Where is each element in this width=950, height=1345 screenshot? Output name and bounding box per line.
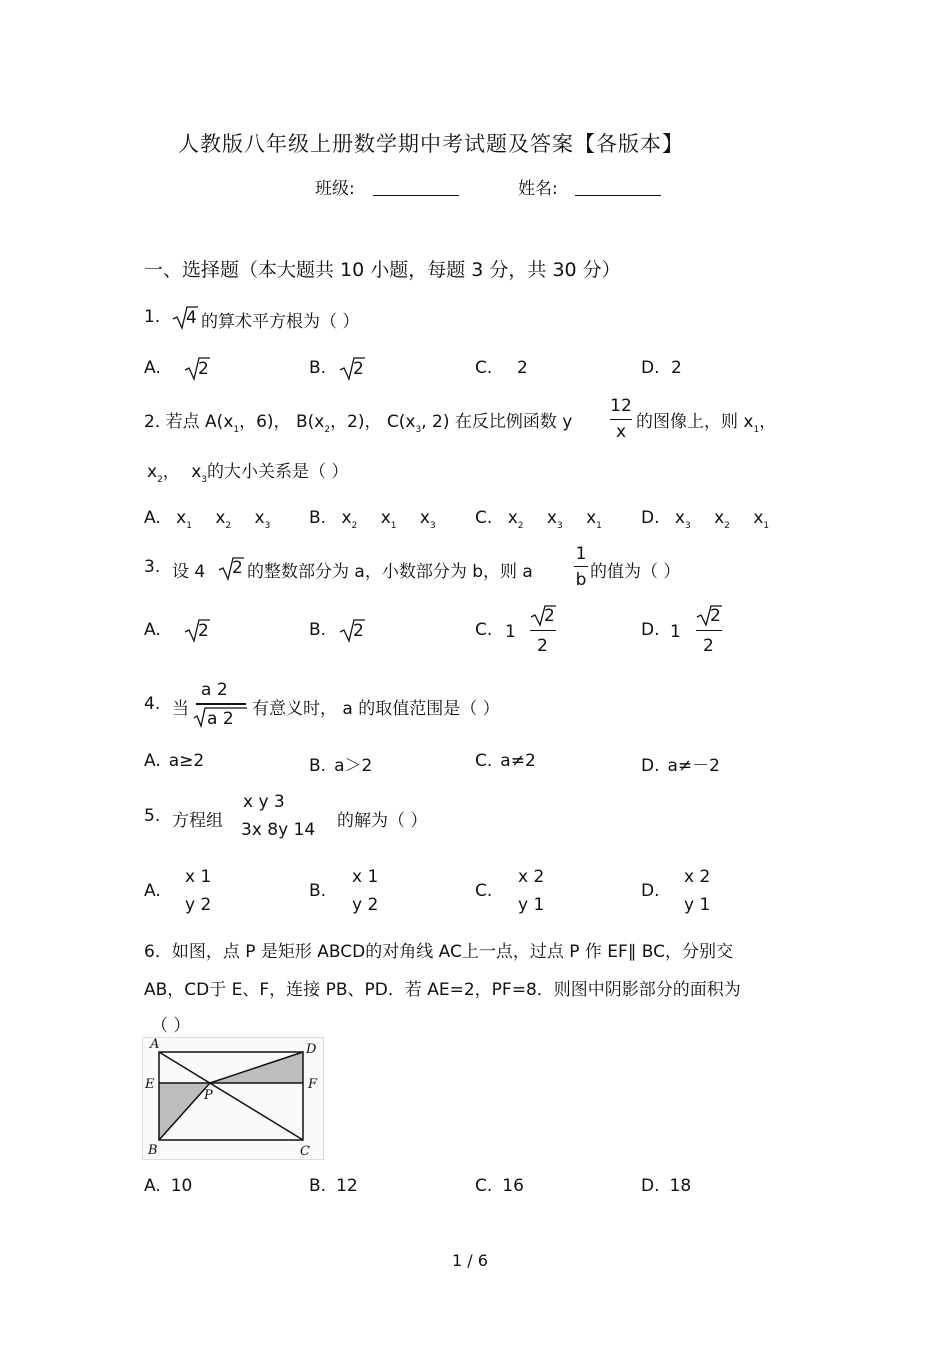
label-e: E <box>145 1077 155 1092</box>
q2-subscript: 3 <box>264 521 271 531</box>
class-label: 班级: <box>315 179 355 199</box>
q4-option-b <box>309 751 372 776</box>
q1-option-a-value: 2 <box>198 359 209 379</box>
q2-subscript: 1 <box>233 425 240 435</box>
q2-subscript: 3 <box>429 521 436 531</box>
option-value: a≥2 <box>168 751 205 771</box>
q5-option-b-l1: x 1 <box>352 867 379 887</box>
q5-text-2: 的解为（ ） <box>337 811 428 831</box>
q4-text-2: 有意义时， a 的取值范围是（ ） <box>252 699 500 719</box>
fraction-bar <box>696 630 722 631</box>
label-c: C <box>300 1144 310 1159</box>
q2-frac-den: x <box>615 422 627 442</box>
q2-var: x <box>380 508 391 528</box>
q6-line3: （ ） <box>151 1016 191 1036</box>
q3-text-1: 设 4 <box>172 562 206 582</box>
q2-subscript: 3 <box>415 425 422 435</box>
fraction-bar <box>610 419 632 420</box>
q6-line1: 6．如图，点 P 是矩形 ABCD的对角线 AC上一点，过点 P 作 EF∥ BC，分别交 <box>144 942 733 962</box>
q4-frac-den: a 2 <box>207 709 234 729</box>
q2-var: x <box>147 462 158 482</box>
q5-number: 5. <box>144 806 161 826</box>
option-label: A. <box>144 508 161 528</box>
option-label: D. <box>641 508 660 528</box>
q2-subscript: 1 <box>596 521 602 531</box>
option-label: B. <box>309 756 327 776</box>
q2-text: ， <box>162 462 180 482</box>
q2-var: x <box>191 462 202 482</box>
q2-option-d <box>641 508 770 531</box>
q3-option-d-den: 2 <box>703 636 714 656</box>
q2-text: ，6)， B( <box>239 412 315 432</box>
q5-option-a-l1: x 1 <box>185 867 212 887</box>
q1-option-a-label: A. <box>144 358 161 378</box>
option-value: 10 <box>170 1176 193 1196</box>
page-number: 1 / 6 <box>452 1251 488 1270</box>
q2-var: x <box>215 508 226 528</box>
q3-option-b-value: 2 <box>353 621 364 641</box>
q2-text: 的图像上，则 x <box>636 412 754 432</box>
option-value: 18 <box>669 1176 692 1196</box>
q2-var: x <box>254 508 265 528</box>
q6-option-d <box>641 1176 691 1196</box>
label-d: D <box>306 1042 317 1057</box>
label-a: A <box>150 1037 160 1052</box>
option-value: 16 <box>502 1176 524 1196</box>
q2-subscript: 3 <box>556 521 563 531</box>
fraction-bar <box>530 630 556 631</box>
q3-radicand: 2 <box>232 558 243 578</box>
q4-option-d <box>641 751 720 776</box>
q1-radicand: 4 <box>186 308 197 328</box>
q2-text: , 2) 在反比例函数 y <box>421 412 573 432</box>
q4-text-1: 当 <box>172 699 189 719</box>
q2-var: x <box>341 508 352 528</box>
q2-text: ， <box>759 412 777 432</box>
option-label: D. <box>641 1176 660 1196</box>
option-label: A. <box>144 1176 161 1196</box>
q5-option-d-l1: x 2 <box>684 867 711 887</box>
q2-option-a <box>144 508 271 531</box>
q2-subscript: 1 <box>763 521 770 531</box>
q2-var: x <box>674 508 685 528</box>
q3-number: 3. <box>144 557 161 577</box>
q3-frac-num: 1 <box>575 544 587 564</box>
option-value: a＞2 <box>334 756 373 776</box>
q2-subscript: 1 <box>753 425 760 435</box>
q5-option-c-l2: y 1 <box>518 895 545 915</box>
q1-number: 1. <box>144 307 161 327</box>
q6-option-a <box>144 1176 192 1196</box>
class-blank <box>373 195 459 196</box>
option-label: B. <box>309 508 327 528</box>
q5-eq1: x y 3 <box>243 792 285 812</box>
rectangle-figure <box>142 1037 326 1161</box>
option-value: a≠－2 <box>667 756 720 776</box>
option-label: C. <box>475 508 493 528</box>
option-value: a≠2 <box>500 751 536 771</box>
q4-frac-num: a 2 <box>201 680 228 700</box>
q3-option-d-rad: 2 <box>710 606 721 626</box>
q3-text-3: 的值为（ ） <box>590 562 681 582</box>
fraction-bar <box>574 566 588 567</box>
name-blank <box>575 195 661 196</box>
label-b: B <box>148 1143 158 1158</box>
q2-var: x <box>586 508 597 528</box>
q2-subscript: 3 <box>201 475 207 485</box>
q2-stem-line1 <box>144 407 573 435</box>
page-title: 人教版八年级上册数学期中考试题及答案【各版本】 <box>178 132 684 156</box>
q1-option-c-value: 2 <box>517 358 528 378</box>
option-label: C. <box>475 1176 493 1196</box>
q3-option-c-label: C. <box>475 620 493 640</box>
q5-option-c-label: C. <box>475 881 493 901</box>
q4-option-a <box>144 751 204 771</box>
q2-subscript: 2 <box>157 475 163 485</box>
q2-option-b <box>309 508 436 531</box>
q2-frac-num: 12 <box>610 396 632 416</box>
q3-option-c-den: 2 <box>537 636 548 656</box>
q2-var: x <box>546 508 557 528</box>
q2-var: x <box>314 412 325 432</box>
q2-subscript: 1 <box>186 521 192 531</box>
q2-stem-tail <box>636 407 777 435</box>
option-label: B. <box>309 1176 327 1196</box>
q2-subscript: 2 <box>225 521 232 531</box>
q2-subscript: 2 <box>517 521 524 531</box>
q1-stem: 的算术平方根为（ ） <box>201 312 360 332</box>
q2-var: x <box>753 508 764 528</box>
q2-subscript: 2 <box>324 425 331 435</box>
q5-text-1: 方程组 <box>172 811 223 831</box>
q3-option-c-one: 1 <box>505 622 516 642</box>
q6-option-b <box>309 1176 358 1196</box>
q6-option-c <box>475 1176 524 1196</box>
q2-subscript: 3 <box>684 521 691 531</box>
q2-var: x <box>419 508 430 528</box>
q2-number: 2. <box>144 412 161 432</box>
q2-var: x <box>223 412 234 432</box>
q5-option-a-label: A. <box>144 881 161 901</box>
q3-frac-den: b <box>575 570 587 590</box>
name-label: 姓名: <box>518 179 558 199</box>
q5-option-b-label: B. <box>309 881 327 901</box>
option-label: A. <box>144 751 161 771</box>
q3-text-2: 的整数部分为 a，小数部分为 b，则 a <box>247 562 533 582</box>
q2-subscript: 2 <box>724 521 730 531</box>
q1-option-b-label: B. <box>309 358 327 378</box>
q3-option-a-value: 2 <box>198 621 209 641</box>
q2-text: 的大小关系是（ ） <box>207 462 349 482</box>
q5-option-d-label: D. <box>641 881 660 901</box>
q5-eq2: 3x 8y 14 <box>241 820 316 840</box>
q2-stem-line2 <box>147 457 349 485</box>
q6-line2: AB，CD于 E、F，连接 PB、PD．若 AE=2，PF=8．则图中阴影部分的面积为 <box>144 980 741 1000</box>
q2-subscript: 1 <box>390 521 397 531</box>
q3-option-d-label: D. <box>641 620 660 640</box>
q5-option-a-l2: y 2 <box>185 895 212 915</box>
q2-var: x <box>405 412 416 432</box>
q3-option-d-one: 1 <box>670 622 681 642</box>
q2-var: x <box>507 508 518 528</box>
q1-option-b-value: 2 <box>353 359 364 379</box>
q4-option-c <box>475 751 536 771</box>
q2-var: x <box>176 508 187 528</box>
q3-option-b-label: B. <box>309 620 327 640</box>
q2-option-c <box>475 508 602 531</box>
q2-text: ，2)， C( <box>330 412 406 432</box>
q1-option-c-label: C. <box>475 358 493 378</box>
label-p: P <box>204 1088 213 1103</box>
q3-option-a-label: A. <box>144 620 161 640</box>
q3-option-c-rad: 2 <box>544 606 555 626</box>
q2-text: 若点 A( <box>165 412 224 432</box>
q5-option-b-l2: y 2 <box>352 895 379 915</box>
label-f: F <box>308 1077 318 1092</box>
q2-subscript: 2 <box>351 521 358 531</box>
q5-option-d-l2: y 1 <box>684 895 711 915</box>
q4-number: 4. <box>144 694 161 714</box>
q1-option-d-value: 2 <box>671 358 682 378</box>
option-value: 12 <box>336 1176 358 1196</box>
q2-var: x <box>714 508 725 528</box>
fraction-bar <box>196 703 246 705</box>
section-title: 一、选择题（本大题共 10 小题，每题 3 分，共 30 分） <box>144 259 621 281</box>
option-label: C. <box>475 751 493 771</box>
q1-option-d-label: D. <box>641 358 660 378</box>
q5-option-c-l1: x 2 <box>518 867 545 887</box>
option-label: D. <box>641 756 660 776</box>
